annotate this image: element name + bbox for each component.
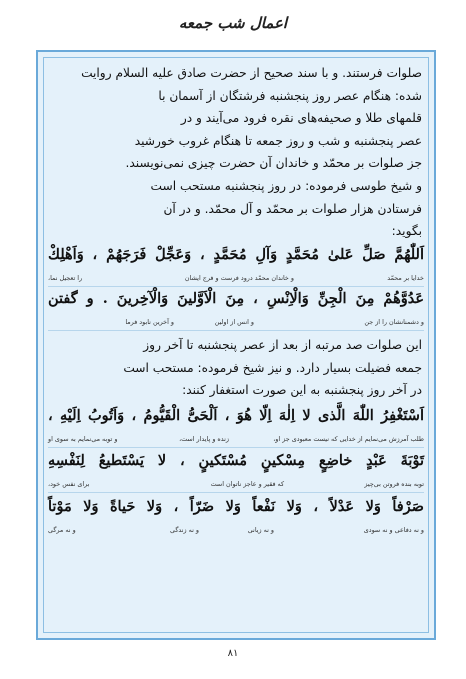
text-line: قلمهای طلا و صحیفه‌های نقره فرود می‌آیند و در <box>180 111 422 126</box>
prayer-line: اَسْتَغْفِرُ اللّٰهَ الَّذى لا اِلٰهَ اِلّا هُوَ ، اَلْحَىُّ الْقَيُّومُ ، وَاَتُوبُ اِلَيْهِ ، <box>48 407 424 424</box>
gloss: که فقیر و عاجز ناتوان است <box>210 480 284 488</box>
gloss: و نه زیانی <box>247 526 274 534</box>
prayer-line: صَرْفاً وَلا عَدْلاً ، وَلا نَفْعاً وَلا ضَرّاً ، وَلا حَياةً وَلا مَوْتاً <box>48 498 424 515</box>
text-line: جز صلوات بر محمّد و خاندان آن حضرت چیزی نمی‌نویسند. <box>125 156 422 171</box>
gloss: و نه مرگی <box>48 526 76 534</box>
text-line: فرستادن هزار صلوات بر محمّد و آل محمّد. و در آن <box>163 201 422 216</box>
translation-line <box>48 318 424 329</box>
paragraph-intro <box>50 62 422 243</box>
content-frame <box>36 50 436 640</box>
gloss: و دشمنانشان را از جن <box>364 318 424 326</box>
text-line: شده: هنگام عصر روز پنجشنبه فرشتگان از آسمان با <box>158 88 422 103</box>
page-number: ۸۱ <box>227 648 239 659</box>
divider <box>48 492 424 493</box>
gloss: و نه زندگی <box>170 526 199 534</box>
prayer-line: عَدُوَّهُمْ مِنَ الْجِنِّ وَالْاِنْسِ ، مِنَ الْاَوَّلينَ وَالْآخِرينَ . و گفتن <box>48 290 424 307</box>
translation-line <box>48 480 424 491</box>
translation-line <box>48 526 424 537</box>
gloss: و خاندان محمّد درود فرست و فرج ایشان <box>184 274 294 282</box>
gloss: و نه دفاعی و نه سودی <box>363 526 424 534</box>
gloss: زنده و پایدار است، <box>179 435 229 443</box>
gloss: و آخرین نابود فرما <box>125 318 174 326</box>
gloss: و انس از اولین <box>214 318 254 326</box>
gloss: خدایا بر محمّد <box>387 274 424 282</box>
text-line: و شیخ طوسی فرموده: در روز پنجشنبه مستحب است <box>150 178 422 193</box>
prayer-line: تَوْبَةَ عَبْدٍ خاضِعٍ مِسْكينٍ مُسْتَكينٍ ، لا يَسْتَطيعُ لِنَفْسِهِ <box>48 452 424 469</box>
prayer-line: اَللّٰهُمَّ صَلِّ عَلىٰ مُحَمَّدٍ وَآلِ مُحَمَّدٍ ، وَعَجِّلْ فَرَجَهُمْ ، وَاَهْلِكْ <box>48 246 424 263</box>
gloss: طلب آمرزش می‌نمایم از خدایی که نیست معبودی جز او، <box>273 435 424 443</box>
paragraph-second <box>50 334 422 402</box>
gloss: و توبه می‌نمایم به سوی او <box>48 435 118 443</box>
text-line: در آخر روز پنجشنبه به این صورت استغفار کنند: <box>182 383 422 398</box>
translation-line <box>48 274 424 285</box>
gloss: برای نفس خود، <box>48 480 90 488</box>
gloss: توبه بنده فروتن بی‌چیز <box>364 480 424 488</box>
translation-line <box>48 435 424 446</box>
text-line: عصر پنجشنبه و شب و روز جمعه تا هنگام غروب خورشید <box>134 133 422 148</box>
text-line: جمعه فضیلت بسیار دارد. و نیز شیخ فرموده: مستحب است <box>123 360 422 375</box>
divider <box>48 286 424 287</box>
divider <box>48 447 424 448</box>
text-line: بگوید: <box>391 224 422 239</box>
gloss: را تعجیل نما، <box>48 274 83 282</box>
text-line: صلوات فرستند. و با سند صحیح از حضرت صادق علیه السلام روایت <box>81 66 422 80</box>
divider <box>48 330 424 331</box>
page-header-title: اعمال شب جمعه <box>178 14 288 32</box>
text-line: این صلوات صد مرتبه از بعد از عصر پنجشنبه تا آخر روز <box>143 338 422 352</box>
